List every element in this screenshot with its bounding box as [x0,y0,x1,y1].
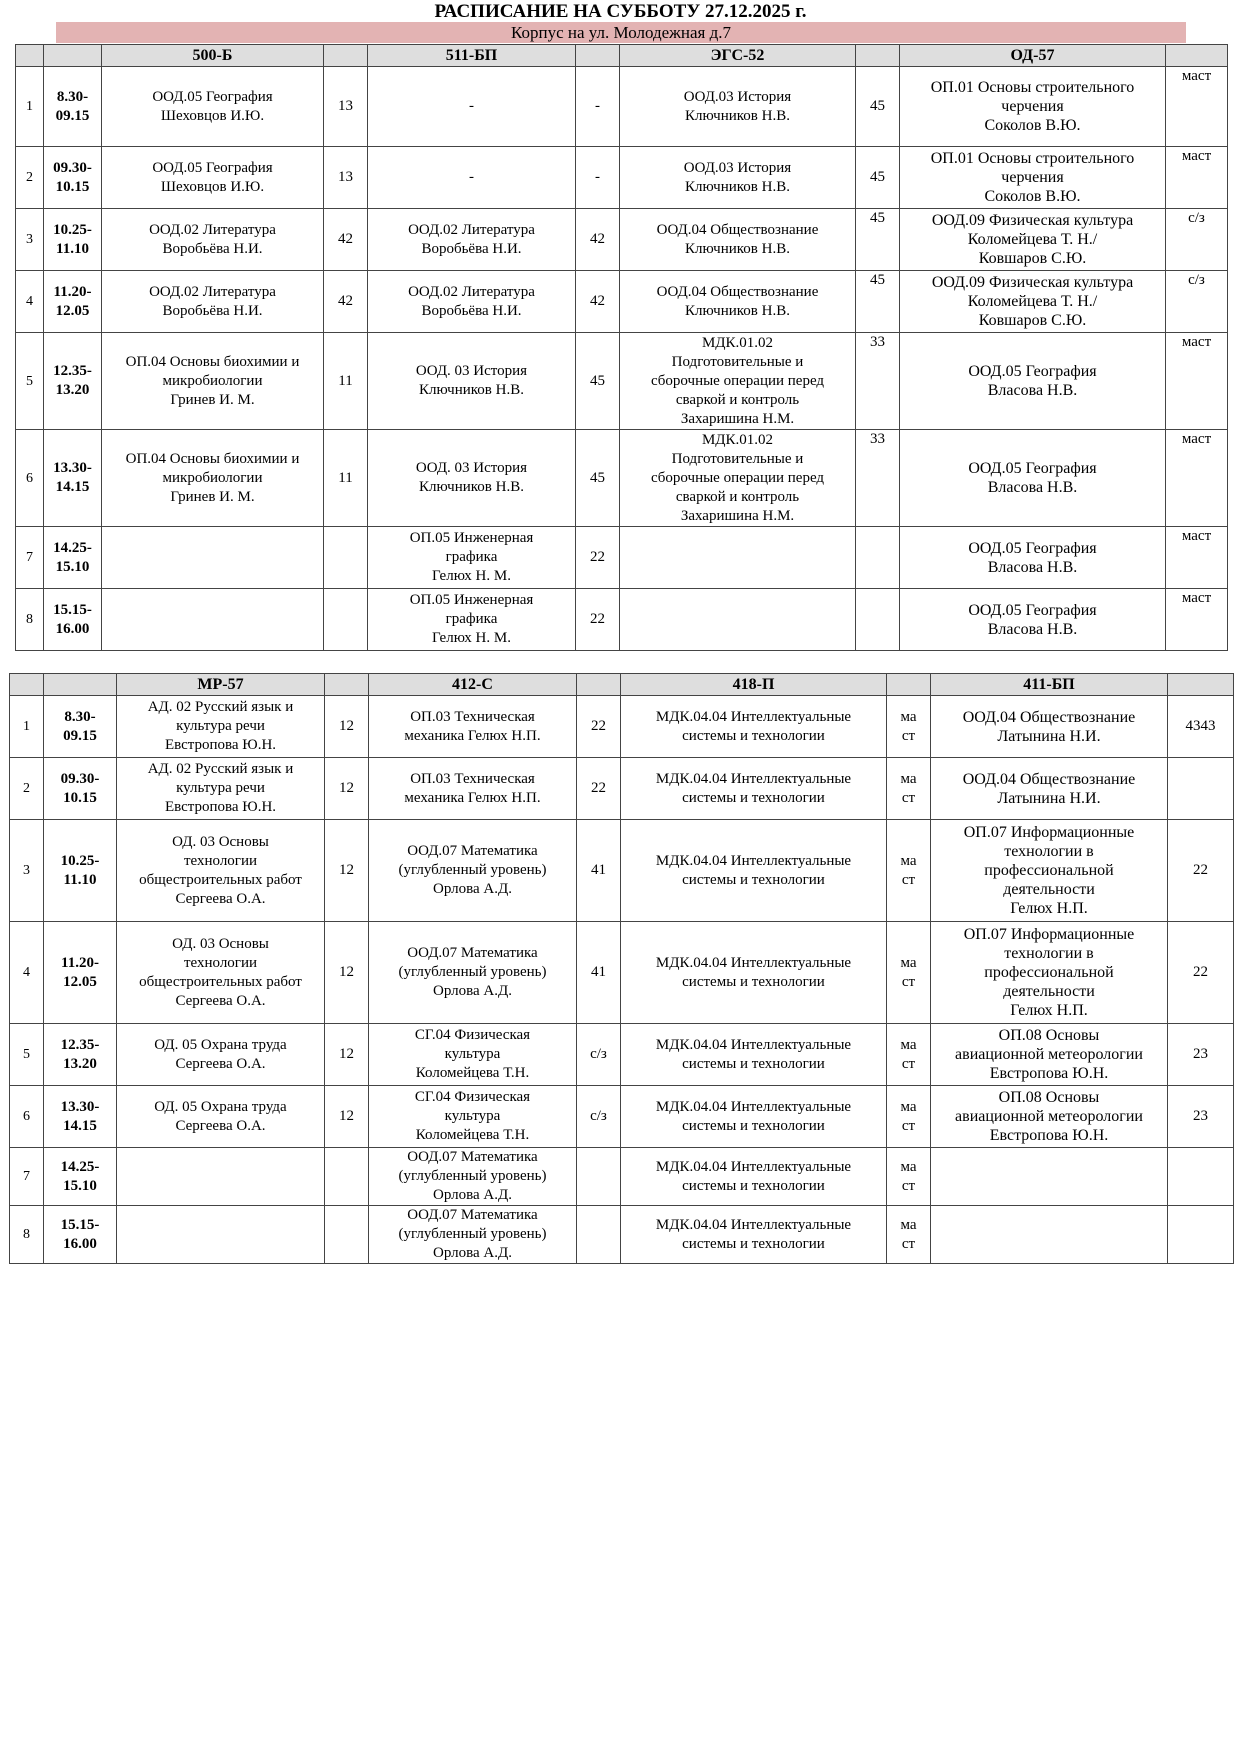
room-number: 12 [325,820,369,922]
room-number: 12 [325,1086,369,1148]
lesson-time: 8.30- 09.15 [44,696,117,758]
lesson-subject [931,1206,1168,1264]
lesson-number: 3 [10,820,44,922]
lesson-subject: ООД.07 Математика (углубленный уровень) Орлова А.Д. [369,820,577,922]
lesson-subject: ООД.03 История Ключников Н.В. [620,67,856,147]
lesson-subject: МДК.01.02 Подготовительные и сборочные операции перед сваркой и контроль Захаришина Н.М. [620,333,856,430]
lesson-subject: ОД. 03 Основы технологии общестроительных работ Сергеева О.А. [117,820,325,922]
lesson-time: 14.25- 15.10 [44,527,102,589]
table-row [10,1086,1234,1148]
lesson-subject: ОП.04 Основы биохимии и микробиологии Гринев И. М. [102,430,324,527]
table-row [16,333,1228,430]
room-number: 13 [324,67,368,147]
group-header: 411-БП [931,674,1168,696]
room-number: 13 [324,147,368,209]
room-number: маст [1166,333,1228,430]
room-number: 11 [324,333,368,430]
lesson-subject: ООД.07 Математика (углубленный уровень) Орлова А.Д. [369,1148,577,1206]
table-row [16,209,1228,271]
page-title: РАСПИСАНИЕ НА СУББОТУ 27.12.2025 г. [434,1,807,22]
room-number: 22 [576,527,620,589]
group-header: ЭГС-52 [620,45,856,67]
room-number: 22 [577,758,621,820]
room-number: - [576,67,620,147]
lesson-number: 5 [16,333,44,430]
room-number [856,589,900,651]
lesson-subject: ОП.03 Техническая механика Гелюх Н.П. [369,758,577,820]
lesson-time: 13.30- 14.15 [44,1086,117,1148]
room-number [324,527,368,589]
lesson-subject: МДК.04.04 Интеллектуальные системы и технологии [621,1206,887,1264]
lesson-time: 11.20- 12.05 [44,271,102,333]
lesson-subject: МДК.04.04 Интеллектуальные системы и технологии [621,922,887,1024]
lesson-number: 3 [16,209,44,271]
lesson-number: 7 [10,1148,44,1206]
room-number: с/з [577,1024,621,1086]
table-row [16,271,1228,333]
lesson-subject: ОД. 03 Основы технологии общестроительных работ Сергеева О.А. [117,922,325,1024]
table-row [16,67,1228,147]
lesson-time: 14.25- 15.10 [44,1148,117,1206]
lesson-subject [102,527,324,589]
room-number: 45 [576,333,620,430]
header-blank [576,45,620,67]
lesson-subject: СГ.04 Физическая культура Коломейцева Т.Н. [369,1024,577,1086]
group-header: ОД-57 [900,45,1166,67]
room-number: 4343 [1168,696,1234,758]
lesson-subject: ООД.05 География Власова Н.В. [900,527,1166,589]
lesson-subject: АД. 02 Русский язык и культура речи Евстропова Ю.Н. [117,758,325,820]
lesson-subject: МДК.04.04 Интеллектуальные системы и технологии [621,1086,887,1148]
lesson-subject: ООД. 03 История Ключников Н.В. [368,430,576,527]
header-blank [325,674,369,696]
table-row [10,1024,1234,1086]
lesson-number: 2 [16,147,44,209]
lesson-subject: ОП.05 Инженерная графика Гелюх Н. М. [368,527,576,589]
room-number: с/з [1166,209,1228,271]
room-number: 33 [856,333,900,430]
lesson-subject: ООД.09 Физическая культура Коломейцева Т. Н./ Ковшаров С.Ю. [900,271,1166,333]
lesson-subject: ООД.02 Литература Воробьёва Н.И. [102,271,324,333]
room-number: 42 [576,271,620,333]
room-number [1168,1148,1234,1206]
lesson-time: 12.35- 13.20 [44,333,102,430]
table-row [10,1206,1234,1264]
lesson-subject: ООД.04 Обществознание Ключников Н.В. [620,209,856,271]
lesson-subject: СГ.04 Физическая культура Коломейцева Т.Н. [369,1086,577,1148]
room-number: маст [1166,527,1228,589]
room-number: ма ст [887,820,931,922]
header-blank [856,45,900,67]
lesson-subject: ООД.07 Математика (углубленный уровень) Орлова А.Д. [369,922,577,1024]
lesson-subject: ООД.05 География Власова Н.В. [900,430,1166,527]
room-number: 42 [324,271,368,333]
lesson-subject: ОП.08 Основы авиационной метеорологии Евстропова Ю.Н. [931,1024,1168,1086]
room-number: 45 [856,209,900,271]
lesson-subject: АД. 02 Русский язык и культура речи Евстропова Ю.Н. [117,696,325,758]
lesson-subject [931,1148,1168,1206]
lesson-time: 09.30- 10.15 [44,758,117,820]
room-number: 42 [576,209,620,271]
room-number: 45 [856,67,900,147]
lesson-subject [620,589,856,651]
lesson-subject: МДК.04.04 Интеллектуальные системы и технологии [621,1024,887,1086]
lesson-subject: МДК.01.02 Подготовительные и сборочные операции перед сваркой и контроль Захаришина Н.М. [620,430,856,527]
lesson-subject: ОП.05 Инженерная графика Гелюх Н. М. [368,589,576,651]
room-number: 45 [576,430,620,527]
group-header: МР-57 [117,674,325,696]
lesson-subject: ООД.02 Литература Воробьёва Н.И. [368,209,576,271]
table-row [10,1148,1234,1206]
lesson-subject: ООД.02 Литература Воробьёва Н.И. [102,209,324,271]
room-number: с/з [1166,271,1228,333]
table-row [16,527,1228,589]
lesson-time: 10.25- 11.10 [44,209,102,271]
room-number: 41 [577,922,621,1024]
room-number [324,589,368,651]
lesson-number: 2 [10,758,44,820]
building-subtitle: Корпус на ул. Молодежная д.7 [56,22,1186,43]
room-number: маст [1166,589,1228,651]
lesson-subject: ООД.05 География Шеховцов И.Ю. [102,147,324,209]
lesson-subject: МДК.04.04 Интеллектуальные системы и технологии [621,820,887,922]
header-blank [577,674,621,696]
lesson-subject: МДК.04.04 Интеллектуальные системы и технологии [621,758,887,820]
room-number: 22 [1168,922,1234,1024]
room-number: маст [1166,430,1228,527]
lesson-number: 1 [16,67,44,147]
lesson-subject: ОП.08 Основы авиационной метеорологии Евстропова Ю.Н. [931,1086,1168,1148]
room-number [1168,758,1234,820]
lesson-number: 4 [10,922,44,1024]
lesson-subject: - [368,147,576,209]
lesson-subject: ОП.07 Информационные технологии в профессиональной деятельности Гелюх Н.П. [931,922,1168,1024]
room-number: маст [1166,67,1228,147]
room-number: - [576,147,620,209]
header-blank [16,45,44,67]
lesson-number: 8 [10,1206,44,1264]
header-blank [10,674,44,696]
room-number: 12 [325,1024,369,1086]
lesson-subject [117,1148,325,1206]
lesson-time: 15.15- 16.00 [44,1206,117,1264]
room-number: 22 [577,696,621,758]
lesson-subject: - [368,67,576,147]
lesson-time: 11.20- 12.05 [44,922,117,1024]
room-number [577,1206,621,1264]
room-number [325,1206,369,1264]
group-header: 511-БП [368,45,576,67]
room-number: 33 [856,430,900,527]
lesson-number: 1 [10,696,44,758]
lesson-subject: ООД.05 География Власова Н.В. [900,333,1166,430]
room-number [325,1148,369,1206]
lesson-number: 6 [10,1086,44,1148]
lesson-subject: ООД.04 Обществознание Ключников Н.В. [620,271,856,333]
room-number [856,527,900,589]
room-number: 23 [1168,1086,1234,1148]
lesson-subject: ООД.04 Обществознание Латынина Н.И. [931,758,1168,820]
table-row [10,758,1234,820]
lesson-subject: ОП.04 Основы биохимии и микробиологии Гринев И. М. [102,333,324,430]
header-blank [1166,45,1228,67]
lesson-subject: ООД.05 География Шеховцов И.Ю. [102,67,324,147]
room-number [1168,1206,1234,1264]
lesson-time: 8.30- 09.15 [44,67,102,147]
room-number: ма ст [887,1148,931,1206]
lesson-time: 12.35- 13.20 [44,1024,117,1086]
table-row [10,820,1234,922]
room-number: 22 [1168,820,1234,922]
header-blank [44,674,117,696]
lesson-subject: ОД. 05 Охрана труда Сергеева О.А. [117,1086,325,1148]
lesson-subject: ООД.05 География Власова Н.В. [900,589,1166,651]
header-blank [1168,674,1234,696]
lesson-subject: ОП.01 Основы строительного черчения Соколов В.Ю. [900,67,1166,147]
lesson-time: 09.30- 10.15 [44,147,102,209]
lesson-number: 8 [16,589,44,651]
room-number: 42 [324,209,368,271]
room-number: 41 [577,820,621,922]
lesson-subject: ООД.07 Математика (углубленный уровень) Орлова А.Д. [369,1206,577,1264]
lesson-subject: ООД.03 История Ключников Н.В. [620,147,856,209]
room-number: 45 [856,147,900,209]
room-number: 45 [856,271,900,333]
table-row [16,589,1228,651]
schedule-table-1 [15,44,1228,651]
room-number [577,1148,621,1206]
table-row [10,922,1234,1024]
lesson-subject: ОД. 05 Охрана труда Сергеева О.А. [117,1024,325,1086]
lesson-number: 4 [16,271,44,333]
table-row [10,696,1234,758]
group-header: 418-П [621,674,887,696]
room-number: 22 [576,589,620,651]
room-number: 12 [325,696,369,758]
header-blank [324,45,368,67]
table-row [16,430,1228,527]
lesson-subject: ООД. 03 История Ключников Н.В. [368,333,576,430]
lesson-subject: ООД.09 Физическая культура Коломейцева Т. Н./ Ковшаров С.Ю. [900,209,1166,271]
lesson-subject [102,589,324,651]
room-number: 12 [325,758,369,820]
room-number: ма ст [887,1024,931,1086]
lesson-subject: МДК.04.04 Интеллектуальные системы и технологии [621,696,887,758]
room-number: 12 [325,922,369,1024]
lesson-subject: ОП.07 Информационные технологии в профессиональной деятельности Гелюх Н.П. [931,820,1168,922]
table-row [16,147,1228,209]
lesson-number: 6 [16,430,44,527]
group-header: 412-С [369,674,577,696]
lesson-subject: ООД.02 Литература Воробьёва Н.И. [368,271,576,333]
header-blank [887,674,931,696]
lesson-subject: ОП.03 Техническая механика Гелюх Н.П. [369,696,577,758]
lesson-subject: МДК.04.04 Интеллектуальные системы и технологии [621,1148,887,1206]
lesson-number: 5 [10,1024,44,1086]
lesson-time: 15.15- 16.00 [44,589,102,651]
group-header: 500-Б [102,45,324,67]
lesson-subject: ООД.04 Обществознание Латынина Н.И. [931,696,1168,758]
lesson-time: 10.25- 11.10 [44,820,117,922]
header-blank [44,45,102,67]
lesson-subject: ОП.01 Основы строительного черчения Соколов В.Ю. [900,147,1166,209]
lesson-subject [620,527,856,589]
room-number: ма ст [887,1086,931,1148]
room-number: маст [1166,147,1228,209]
schedule-table-2 [9,673,1234,1264]
lesson-number: 7 [16,527,44,589]
room-number: 23 [1168,1024,1234,1086]
room-number: ма ст [887,1206,931,1264]
lesson-subject [117,1206,325,1264]
lesson-time: 13.30- 14.15 [44,430,102,527]
room-number: ма ст [887,696,931,758]
room-number: 11 [324,430,368,527]
room-number: ма ст [887,758,931,820]
room-number: ма ст [887,922,931,1024]
room-number: с/з [577,1086,621,1148]
